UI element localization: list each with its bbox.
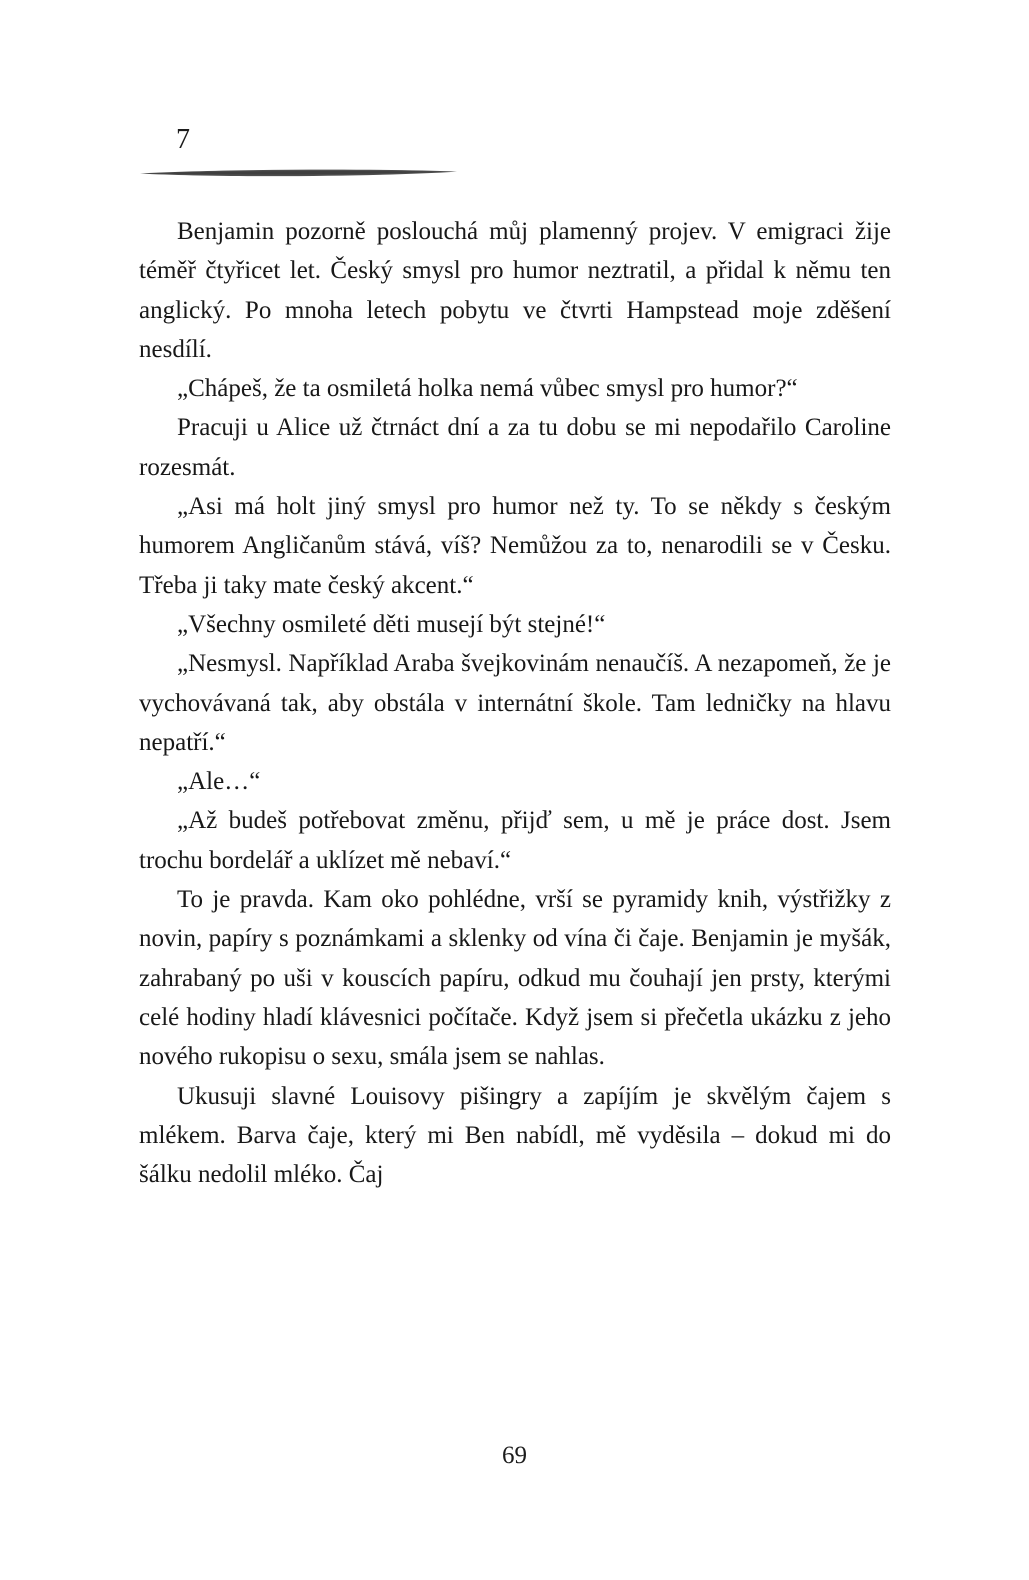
paragraph: „Asi má holt jiný smysl pro humor než ty. To se někdy s českým humorem Angličanům stává, víš? Nemůžou za to, nenarodili se v Česku. Třeba ji taky mate český akcent.“ [139,493,891,599]
body-text [139,212,891,1194]
paragraph: To je pravda. Kam oko pohlédne, vrší se pyramidy knih, výstřižky z novin, papíry s poznámkami a sklenky od vína či čaje. Benjamin je myšák, zahrabaný po uši v kouscích papíru, odkud mu čouhají jen prsty, kterými celé hodiny hladí klávesnici počítače. Když jsem si přečetla ukázku z jeho nového rukopisu o sexu, smála jsem se nahlas. [139,886,891,1071]
paragraph: Benjamin pozorně poslouchá můj plamenný projev. V emigraci žije téměř čtyřicet let. Český smysl pro humor neztratil, a přidal k němu ten anglický. Po mnoha letech pobytu ve čtvrti Hampstead moje zděšení nesdílí. [139,218,891,363]
paragraph: „Všechny osmileté děti musejí být stejné!“ [177,610,606,638]
page-number: 69 [502,1442,527,1469]
chapter-number: 7 [176,124,190,155]
paragraph: „Až budeš potřebovat změnu, přijď sem, u mě je práce dost. Jsem trochu bordelář a uklízet mě nebaví.“ [139,807,891,874]
chapter-rule-decoration [140,166,458,178]
paragraph: Pracuji u Alice už čtrnáct dní a za tu dobu se mi nepodařilo Caroline rozesmát. [139,414,891,481]
paragraph: Ukusuji slavné Louisovy pišingry a zapíjím je skvělým čajem s mlékem. Barva čaje, který mi Ben nabídl, mě vyděsila – dokud mi do šálku nedolil mléko. Čaj [139,1082,891,1189]
paragraph: „Ale…“ [177,768,261,796]
paragraph: „Chápeš, že ta osmiletá holka nemá vůbec smysl pro humor?“ [177,375,798,403]
paragraph: „Nesmysl. Například Araba švejkovinám nenaučíš. A nezapomeň, že je vychovávaná tak, aby obstála v internátní škole. Tam ledničky na hlavu nepatří.“ [139,650,891,756]
